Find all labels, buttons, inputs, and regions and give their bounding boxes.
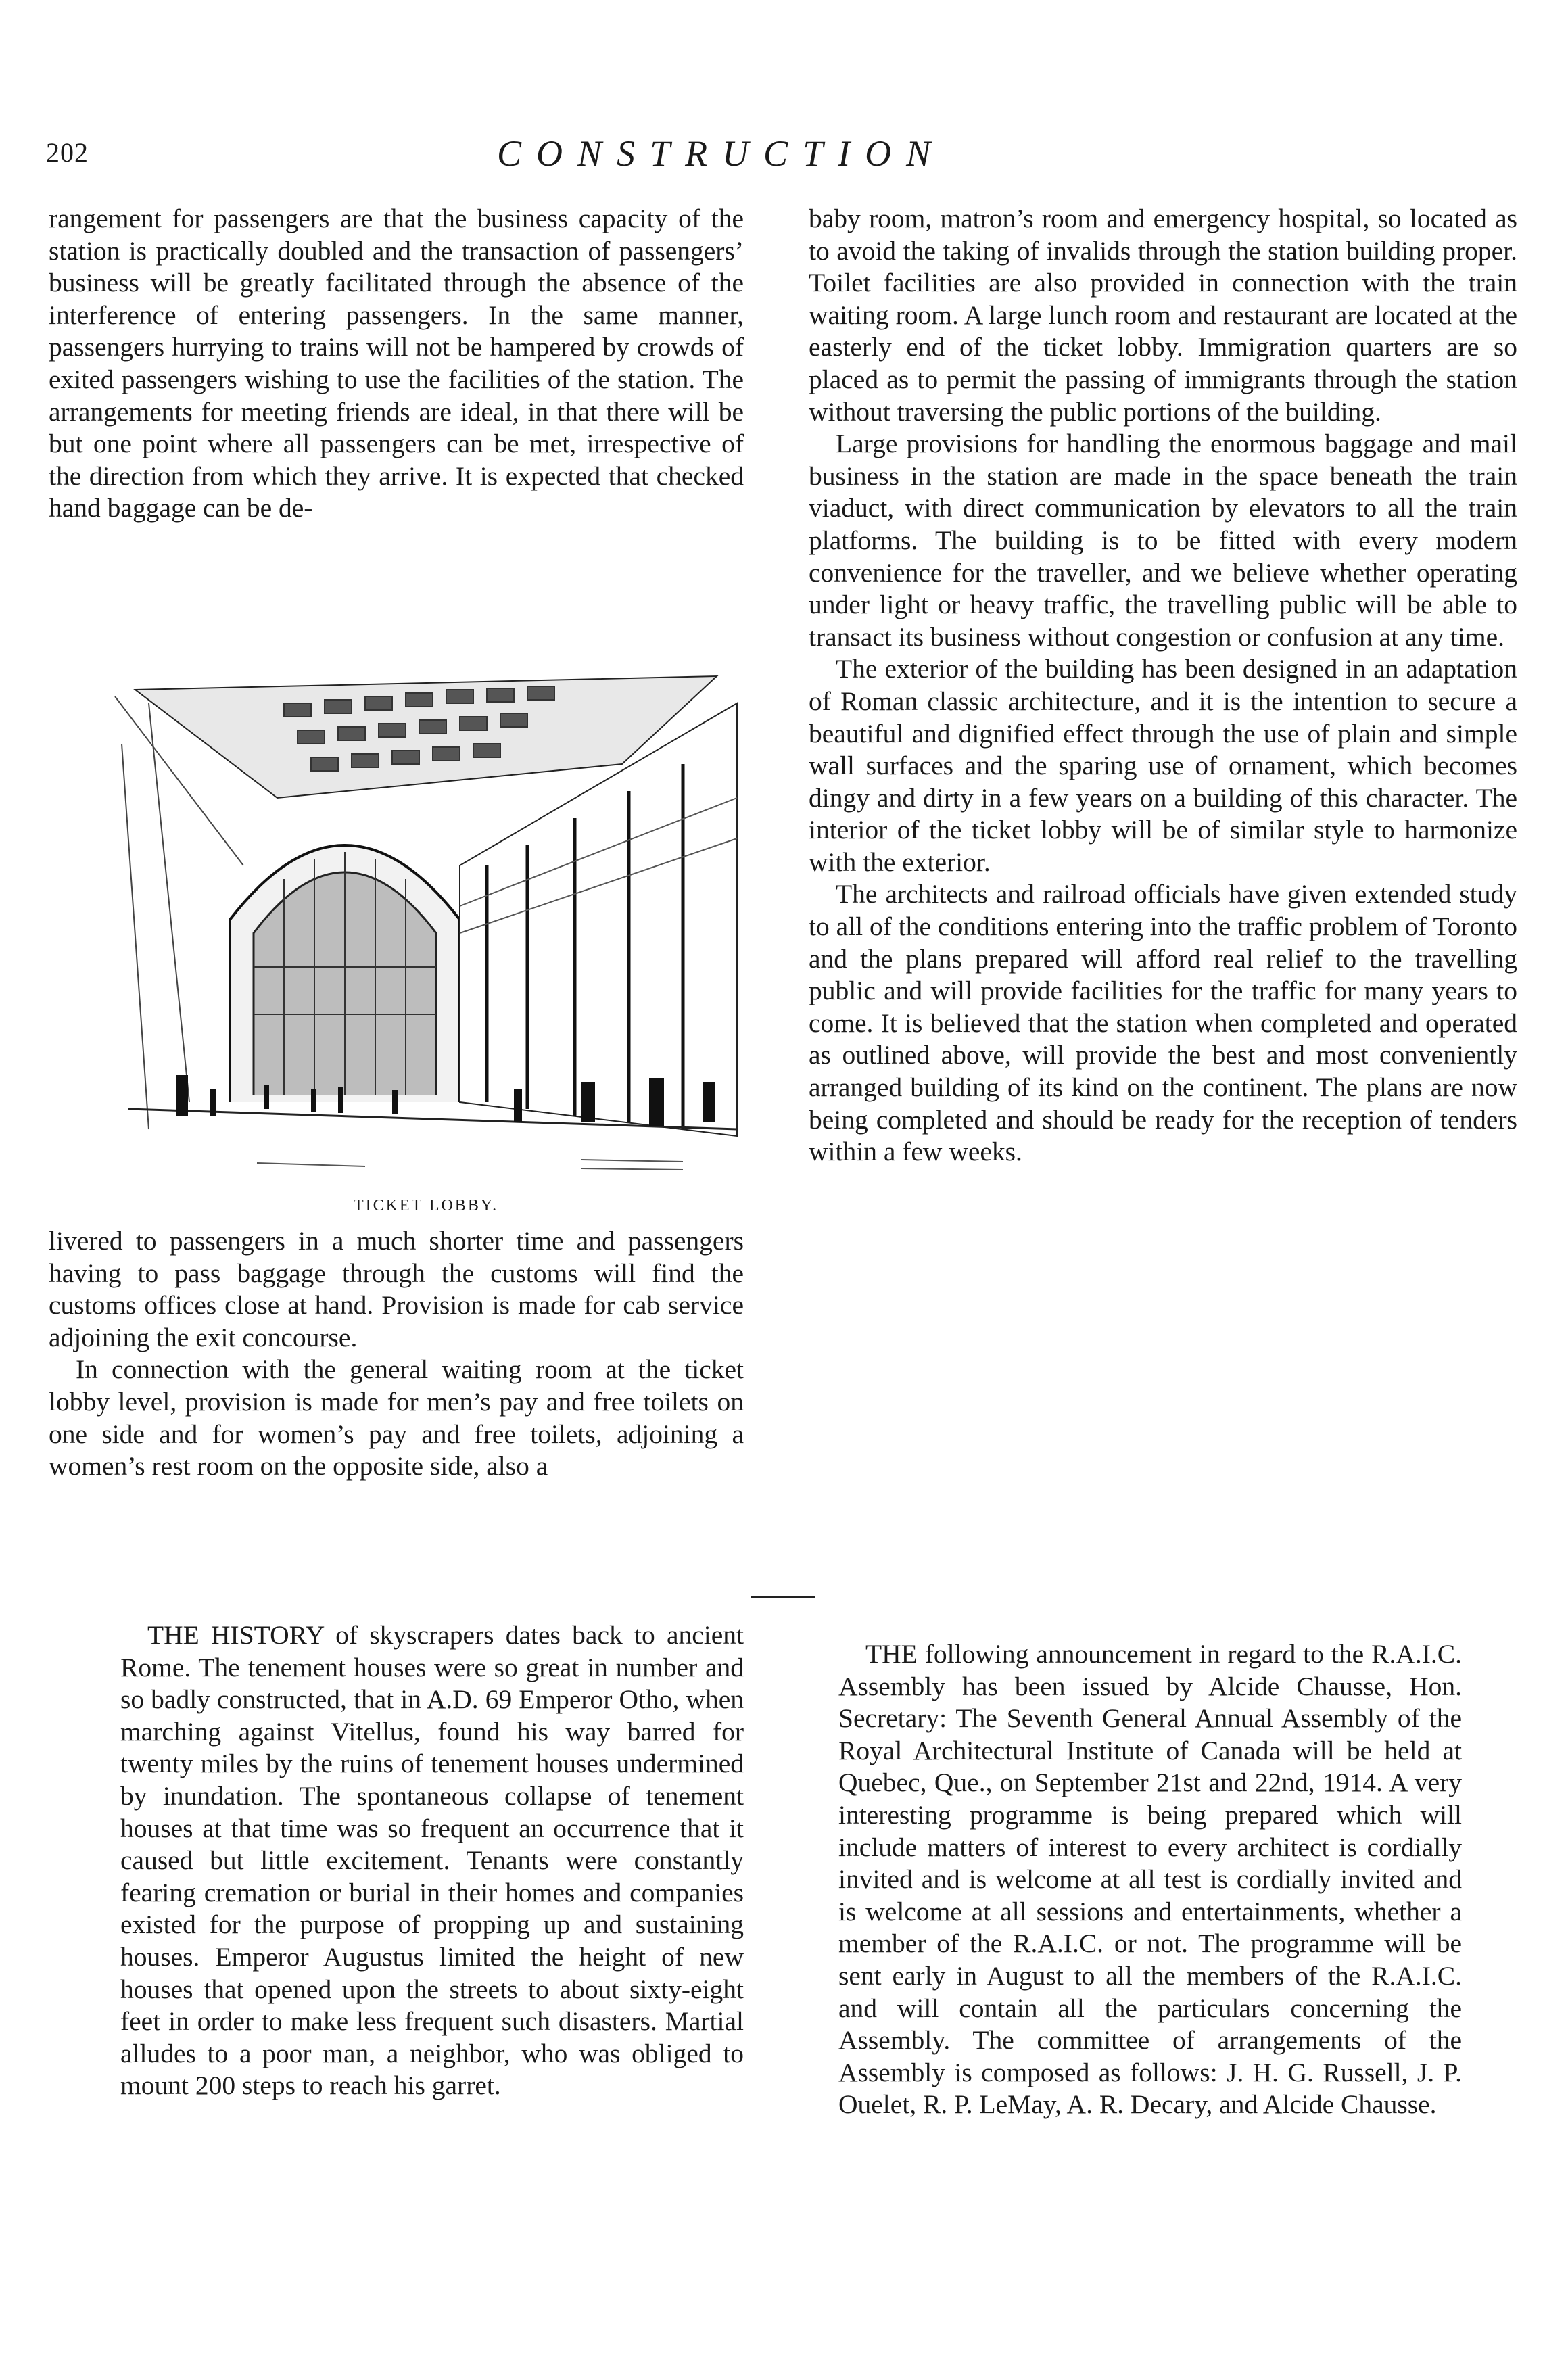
ticket-lobby-illustration (108, 663, 744, 1183)
page-number: 202 (46, 137, 89, 168)
right-paragraph-2: Large provisions for handling the enormous baggage and mail business in the station are made in the space beneath the train viaduct, with direct communication by elevators to all the train platforms. The building is to be fitted with every modern convenience for the traveller, and we believe whether operating under light or heavy traffic, the travelling public will be able to transact its business without congestion or confusion at any time. (809, 429, 1517, 652)
figure-caption: TICKET LOBBY. (353, 1197, 499, 1214)
section-divider (751, 1596, 815, 1598)
skyscraper-history-article (120, 1619, 744, 2102)
raic-announcement-article (838, 1638, 1462, 2121)
left-paragraph-3: In connection with the general waiting room at the ticket lobby level, provision is made for men’s pay and free toilets on one side and for women’s pay and free toilets, adjoining a women’s rest room on the opposite side, also a (49, 1354, 744, 1481)
announcement-paragraph: THE following announcement in regard to the R.A.I.C. Assembly has been issued by Alcide Chausse, Hon. Secretary: The Seventh General Annual Assembly of the Royal Architectural Institute of Canada will be held at Quebec, Que., on September 21st and 22nd, 1914. A very interesting programme is being prepared which will include matters of interest to every architect is cordially invited and is welcome at all test is cordially invited and is welcome at all sessions and entertainments, whether a member of the R.A.I.C. or not. The programme will be sent early in August to all the members of the R.A.I.C. and will contain all the particulars concerning the Assembly. The committee of arrangements of the Assembly is composed as follows: J. H. G. Russell, J. P. Ouelet, R. P. LeMay, A. R. Decary, and Alcide Chausse. (838, 1639, 1462, 2120)
left-column-bottom (49, 1225, 744, 1483)
right-column (809, 203, 1517, 1168)
running-head: CONSTRUCTION (497, 133, 946, 174)
right-paragraph-3: The exterior of the building has been designed in an adaptation of Roman classic architecture, and it is the intention to secure a beautiful and dignified effect through the use of plain and simple wall surfaces and the sparing use of ornament, which becomes dingy and dirty in a few years on a building of this character. The interior of the ticket lobby will be of similar style to harmonize with the exterior. (809, 654, 1517, 877)
right-paragraph-1: baby room, matron’s room and emergency hospital, so located as to avoid the taking of invalids through the station building proper. Toilet facilities are also provided in connection with the train waiting room. A large lunch room and restaurant are located at the easterly end of the ticket lobby. Immigration quarters are so placed as to permit the passing of immigrants through the station without traversing the public portions of the building. (809, 204, 1517, 427)
left-paragraph-2: livered to passengers in a much shorter time and passengers having to pass baggage through the customs will find the customs offices close at hand. Provision is made for cab service adjoining the exit concourse. (49, 1226, 744, 1352)
right-paragraph-4: The architects and railroad officials have given extended study to all of the conditions entering into the traffic problem of Toronto and the plans prepared will afford real relief to the travelling public and will provide facilities for the traffic for many years to come. It is believed that the station when completed and operated as outlined above, will provide the best and most conveniently arranged building of its kind on the continent. The plans are now being completed and should be ready for the reception of tenders within a few weeks. (809, 879, 1517, 1167)
history-paragraph: THE HISTORY of skyscrapers dates back to ancient Rome. The tenement houses were so great in number and so badly constructed, that in A.D. 69 Emperor Otho, when marching against Vitellus, found his way barred for twenty miles by the ruins of tenement houses undermined by inundation. The spontaneous collapse of tenement houses at that time was so frequent an occurrence that it caused but little excitement. Tenants were constantly fearing cremation or burial in their homes and companies existed for the purpose of propping up and sustaining houses. Emperor Augustus limited the height of new houses that opened upon the streets to about sixty-eight feet in order to make less frequent such disasters. Martial alludes to a poor man, a neighbor, who was obliged to mount 200 steps to reach his garret. (120, 1620, 744, 2101)
left-column-top (49, 203, 744, 525)
left-paragraph-1: rangement for passengers are that the business capacity of the station is practically doubled and the transaction of passengers’ business will be greatly facilitated through the absence of the interference of entering passengers. In the same manner, passengers hurrying to trains will not be hampered by crowds of exited passengers wishing to use the facilities of the station. The arrangements for meeting friends are ideal, in that there will be but one point where all passengers can be met, irrespective of the direction from which they arrive. It is expected that checked hand baggage can be de- (49, 204, 744, 523)
ticket-lobby-drawing (108, 663, 744, 1183)
